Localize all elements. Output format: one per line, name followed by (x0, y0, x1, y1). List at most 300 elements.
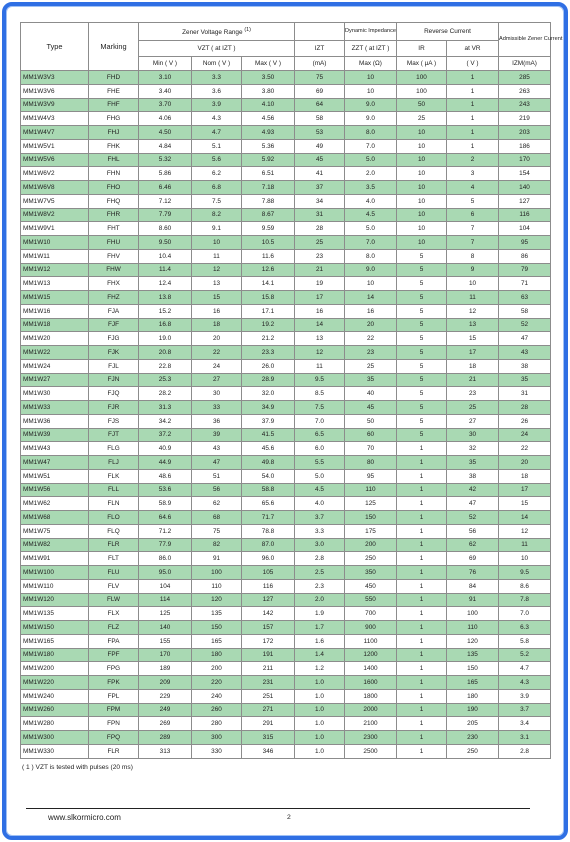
table-cell: 7.5 (295, 401, 345, 415)
table-cell: 110 (345, 483, 397, 497)
table-cell: MM1W33 (21, 401, 89, 415)
table-cell: 11 (447, 291, 499, 305)
table-cell: 49.8 (242, 456, 295, 470)
table-cell: 291 (242, 717, 295, 731)
table-cell: 191 (242, 648, 295, 662)
table-cell: 203 (499, 126, 551, 140)
table-cell: MM1W91 (21, 552, 89, 566)
table-cell: 200 (345, 538, 397, 552)
table-cell: 150 (192, 621, 242, 635)
table-cell: 23 (345, 346, 397, 360)
table-cell: FLK (89, 469, 139, 483)
table-cell: 1 (397, 703, 447, 717)
table-cell: 4.84 (139, 139, 192, 153)
table-cell: 13 (192, 277, 242, 291)
table-cell: 1 (397, 648, 447, 662)
table-cell: 229 (139, 689, 192, 703)
table-cell: 3.40 (139, 84, 192, 98)
table-cell: 135 (447, 648, 499, 662)
table-cell: 2 (447, 153, 499, 167)
table-cell: 271 (242, 703, 295, 717)
iz-header: IZT (295, 41, 345, 57)
table-cell: 18 (447, 359, 499, 373)
table-cell: 58.8 (242, 483, 295, 497)
table-cell: 30 (447, 428, 499, 442)
table-cell: 14 (499, 511, 551, 525)
table-cell: 28 (499, 401, 551, 415)
table-cell: 75 (295, 71, 345, 85)
table-cell: 50 (345, 414, 397, 428)
table-cell: 95 (345, 469, 397, 483)
table-cell: MM1W180 (21, 648, 89, 662)
table-cell: 1.4 (295, 648, 345, 662)
unit-izm: IZM(mA) (499, 57, 551, 71)
table-cell: 10.5 (242, 236, 295, 250)
table-cell: FLT (89, 552, 139, 566)
table-cell: 1 (397, 634, 447, 648)
table-row (21, 318, 551, 332)
table-cell: 1.0 (295, 731, 345, 745)
table-row (21, 139, 551, 153)
table-cell: 4.10 (242, 98, 295, 112)
table-cell: 3.9 (192, 98, 242, 112)
table-cell: 42 (447, 483, 499, 497)
table-cell: 1800 (345, 689, 397, 703)
table-cell: 23 (295, 249, 345, 263)
table-cell: 6 (447, 208, 499, 222)
table-cell: 300 (192, 731, 242, 745)
table-cell: MM1W15 (21, 291, 89, 305)
table-cell: 65.6 (242, 497, 295, 511)
table-cell: 4.5 (295, 483, 345, 497)
table-cell: 21 (447, 373, 499, 387)
dynamic-impedance-header: Dynamic Impedance (345, 23, 397, 41)
table-cell: 31 (295, 208, 345, 222)
table-cell: 23 (447, 387, 499, 401)
table-cell: 280 (192, 717, 242, 731)
table-cell: 22 (192, 346, 242, 360)
table-cell: 86.0 (139, 552, 192, 566)
table-cell: 7.0 (345, 236, 397, 250)
table-cell: FJG (89, 332, 139, 346)
table-cell: 70 (345, 442, 397, 456)
table-cell: 10 (397, 181, 447, 195)
table-cell: 1 (447, 71, 499, 85)
table-cell: 1 (447, 84, 499, 98)
table-cell: 62 (447, 538, 499, 552)
table-cell: 205 (447, 717, 499, 731)
table-cell: 7.18 (242, 181, 295, 195)
table-cell: 27 (192, 373, 242, 387)
table-cell: 251 (242, 689, 295, 703)
table-cell: 165 (447, 676, 499, 690)
table-cell: 10 (397, 208, 447, 222)
table-cell: MM1W39 (21, 428, 89, 442)
table-cell: 3.1 (499, 731, 551, 745)
table-cell: 16 (345, 304, 397, 318)
table-cell: 1 (447, 126, 499, 140)
table-cell: 31.3 (139, 401, 192, 415)
table-cell: FPK (89, 676, 139, 690)
table-cell: MM1W68 (21, 511, 89, 525)
unit-nom-v: Nom ( V ) (192, 57, 242, 71)
table-cell: 7 (447, 236, 499, 250)
table-row (21, 373, 551, 387)
table-cell: 1 (397, 456, 447, 470)
table-cell: 63 (499, 291, 551, 305)
table-cell: 10 (192, 236, 242, 250)
table-cell: 13.8 (139, 291, 192, 305)
table-cell: MM1W8V2 (21, 208, 89, 222)
table-cell: MM1W6V2 (21, 167, 89, 181)
table-cell: FJS (89, 414, 139, 428)
table-cell: 1 (397, 442, 447, 456)
table-cell: 32 (447, 442, 499, 456)
table-cell: FLX (89, 607, 139, 621)
table-cell: 4.56 (242, 112, 295, 126)
table-cell: 1 (447, 112, 499, 126)
datasheet-page (20, 22, 563, 771)
table-cell: 200 (192, 662, 242, 676)
ir-header: IR (397, 41, 447, 57)
table-cell: 6.0 (295, 442, 345, 456)
table-cell: 35 (345, 373, 397, 387)
table-cell: MM1W24 (21, 359, 89, 373)
table-cell: 1.0 (295, 744, 345, 758)
table-cell: 35 (499, 373, 551, 387)
table-cell: 211 (242, 662, 295, 676)
table-cell: 100 (192, 566, 242, 580)
table-cell: 4.0 (295, 497, 345, 511)
table-cell: MM1W51 (21, 469, 89, 483)
table-cell: 53.6 (139, 483, 192, 497)
table-cell: 1 (397, 744, 447, 758)
table-cell: MM1W20 (21, 332, 89, 346)
table-cell: 47 (447, 497, 499, 511)
table-cell: 8.0 (345, 126, 397, 140)
table-cell: 14.1 (242, 277, 295, 291)
table-cell: 5 (397, 414, 447, 428)
table-row (21, 607, 551, 621)
table-cell: 28.2 (139, 387, 192, 401)
table-cell: 41 (295, 167, 345, 181)
table-cell: 86 (499, 249, 551, 263)
table-cell: 330 (192, 744, 242, 758)
table-cell: 3.10 (139, 71, 192, 85)
table-cell: 41.5 (242, 428, 295, 442)
table-cell: 28 (295, 222, 345, 236)
table-cell: 6.2 (192, 167, 242, 181)
table-row (21, 304, 551, 318)
table-cell: 2.8 (499, 744, 551, 758)
table-cell: FHE (89, 84, 139, 98)
table-cell: 3.9 (499, 689, 551, 703)
table-row (21, 662, 551, 676)
table-cell: 3.80 (242, 84, 295, 98)
table-cell: 550 (345, 593, 397, 607)
table-row (21, 126, 551, 140)
table-cell: 12 (447, 304, 499, 318)
table-cell: 56 (192, 483, 242, 497)
table-cell: 2.0 (345, 167, 397, 181)
table-cell: 165 (192, 634, 242, 648)
table-cell: 120 (192, 593, 242, 607)
table-row (21, 442, 551, 456)
table-cell: MM1W300 (21, 731, 89, 745)
table-cell: 450 (345, 579, 397, 593)
table-cell: 76 (447, 566, 499, 580)
table-cell: MM1W280 (21, 717, 89, 731)
table-cell: MM1W11 (21, 249, 89, 263)
table-cell: 12 (295, 346, 345, 360)
table-cell: FPL (89, 689, 139, 703)
table-cell: 5 (397, 304, 447, 318)
table-cell: 62 (192, 497, 242, 511)
table-cell: MM1W135 (21, 607, 89, 621)
table-cell: 140 (499, 181, 551, 195)
table-cell: 14 (295, 318, 345, 332)
table-cell: 175 (345, 524, 397, 538)
table-cell: 16 (295, 304, 345, 318)
table-cell: 4.93 (242, 126, 295, 140)
table-cell: 110 (192, 579, 242, 593)
table-cell: 4.50 (139, 126, 192, 140)
table-cell: 4.7 (192, 126, 242, 140)
table-cell: 5 (397, 249, 447, 263)
table-cell: 79 (499, 263, 551, 277)
table-cell: 1 (397, 621, 447, 635)
table-cell: FJF (89, 318, 139, 332)
table-cell: 9.0 (345, 112, 397, 126)
table-cell: 209 (139, 676, 192, 690)
table-cell: 6.5 (295, 428, 345, 442)
table-cell: MM1W4V3 (21, 112, 89, 126)
table-cell: 40.9 (139, 442, 192, 456)
table-cell: 20 (192, 332, 242, 346)
unit-max-ua: Max ( μA ) (397, 57, 447, 71)
table-row (21, 511, 551, 525)
table-cell: MM1W13 (21, 277, 89, 291)
table-cell: MM1W6V8 (21, 181, 89, 195)
table-cell: 19.0 (139, 332, 192, 346)
table-cell: 5 (397, 318, 447, 332)
table-cell: 150 (345, 511, 397, 525)
table-row (21, 98, 551, 112)
table-cell: 10 (499, 552, 551, 566)
table-cell: 1200 (345, 648, 397, 662)
table-cell: 172 (242, 634, 295, 648)
table-cell: 91 (447, 593, 499, 607)
footnote: ( 1 ) VZT is tested with pulses (20 ms) (22, 763, 133, 771)
table-cell: 4 (447, 181, 499, 195)
table-cell: 1 (397, 607, 447, 621)
table-cell: FHZ (89, 291, 139, 305)
table-cell: 9.5 (499, 566, 551, 580)
table-cell: 8.60 (139, 222, 192, 236)
table-cell: FLR (89, 744, 139, 758)
table-cell: 15.2 (139, 304, 192, 318)
table-cell: MM1W165 (21, 634, 89, 648)
table-cell: 7.0 (499, 607, 551, 621)
table-row (21, 222, 551, 236)
table-cell: 1.0 (295, 703, 345, 717)
table-cell: 180 (447, 689, 499, 703)
table-cell: 34 (295, 194, 345, 208)
table-cell: 127 (499, 194, 551, 208)
table-cell: 11.4 (139, 263, 192, 277)
table-cell: FHX (89, 277, 139, 291)
table-cell: 346 (242, 744, 295, 758)
table-row (21, 208, 551, 222)
col-marking-header: Marking (89, 23, 139, 71)
unit-max-v: Max ( V ) (242, 57, 295, 71)
table-cell: 68 (192, 511, 242, 525)
table-cell: 20 (499, 456, 551, 470)
table-cell: 1 (397, 538, 447, 552)
table-cell: 3.6 (192, 84, 242, 98)
table-cell: 6.46 (139, 181, 192, 195)
table-cell: 25 (397, 112, 447, 126)
table-cell: 230 (447, 731, 499, 745)
table-cell: 1 (397, 593, 447, 607)
table-cell: 21 (295, 263, 345, 277)
footer-url: www.slkormicro.com (48, 813, 121, 822)
table-cell: MM1W9V1 (21, 222, 89, 236)
table-cell: 1 (397, 483, 447, 497)
table-cell: 1 (447, 139, 499, 153)
table-cell: 9 (447, 263, 499, 277)
table-cell: 142 (242, 607, 295, 621)
table-cell: 39 (192, 428, 242, 442)
table-cell: 71.7 (242, 511, 295, 525)
table-row (21, 236, 551, 250)
table-cell: FHW (89, 263, 139, 277)
unit-max-ohm: Max (Ω) (345, 57, 397, 71)
table-cell: 45 (345, 401, 397, 415)
unit-ma: (mA) (295, 57, 345, 71)
table-cell: 7 (447, 222, 499, 236)
table-cell: 289 (139, 731, 192, 745)
table-cell: MM1W10 (21, 236, 89, 250)
table-cell: MM1W5V6 (21, 153, 89, 167)
table-cell: 10 (345, 71, 397, 85)
table-cell: 2.0 (295, 593, 345, 607)
table-cell: FHG (89, 112, 139, 126)
table-cell: 22.8 (139, 359, 192, 373)
reverse-current-header: Reverse Current (397, 23, 499, 41)
table-row (21, 401, 551, 415)
table-cell: 13 (295, 332, 345, 346)
table-cell: FHN (89, 167, 139, 181)
table-cell: MM1W36 (21, 414, 89, 428)
table-row (21, 524, 551, 538)
table-cell: 19 (295, 277, 345, 291)
table-cell: 11 (499, 538, 551, 552)
table-cell: MM1W150 (21, 621, 89, 635)
table-cell: 1100 (345, 634, 397, 648)
table-cell: 4.0 (345, 194, 397, 208)
table-row (21, 621, 551, 635)
table-cell: 6.3 (499, 621, 551, 635)
table-cell: 1.9 (295, 607, 345, 621)
table-cell: 240 (192, 689, 242, 703)
table-cell: 6.8 (192, 181, 242, 195)
table-cell: 1 (447, 98, 499, 112)
table-cell: 53 (295, 126, 345, 140)
table-cell: 5 (397, 401, 447, 415)
table-cell: FHU (89, 236, 139, 250)
table-cell: 3.7 (499, 703, 551, 717)
table-cell: 5.0 (345, 153, 397, 167)
table-cell: FJT (89, 428, 139, 442)
table-cell: 9.0 (345, 263, 397, 277)
table-cell: 4.5 (345, 208, 397, 222)
table-cell: 28.9 (242, 373, 295, 387)
table-cell: FHV (89, 249, 139, 263)
zener-spec-table (20, 22, 563, 759)
table-cell: 315 (242, 731, 295, 745)
table-cell: 4.3 (499, 676, 551, 690)
table-cell: 5.92 (242, 153, 295, 167)
table-cell: 9.0 (345, 98, 397, 112)
table-cell: 12 (499, 524, 551, 538)
unit-min-v: Min ( V ) (139, 57, 192, 71)
table-cell: FHQ (89, 194, 139, 208)
table-cell: MM1W330 (21, 744, 89, 758)
table-row (21, 648, 551, 662)
table-cell: 10 (397, 139, 447, 153)
table-row (21, 359, 551, 373)
table-cell: 8.5 (295, 387, 345, 401)
table-cell: 1 (397, 717, 447, 731)
table-cell: 5 (397, 373, 447, 387)
table-cell: MM1W16 (21, 304, 89, 318)
table-cell: 285 (499, 71, 551, 85)
table-cell: MM1W12 (21, 263, 89, 277)
table-cell: 38 (499, 359, 551, 373)
table-cell: 170 (499, 153, 551, 167)
table-row (21, 112, 551, 126)
table-cell: 1.0 (295, 717, 345, 731)
table-cell: 1 (397, 469, 447, 483)
table-cell: 250 (345, 552, 397, 566)
table-cell: FHF (89, 98, 139, 112)
table-cell: 82 (192, 538, 242, 552)
table-cell: 5.2 (499, 648, 551, 662)
table-cell: MM1W75 (21, 524, 89, 538)
table-cell: FJK (89, 346, 139, 360)
table-cell: 5.1 (192, 139, 242, 153)
table-cell: 24 (192, 359, 242, 373)
table-cell: FPN (89, 717, 139, 731)
table-cell: 1 (397, 579, 447, 593)
table-cell: 100 (397, 84, 447, 98)
table-cell: 9.5 (295, 373, 345, 387)
table-cell: 189 (139, 662, 192, 676)
table-cell: 1 (397, 511, 447, 525)
table-row (21, 249, 551, 263)
table-cell: 7.88 (242, 194, 295, 208)
table-cell: FLG (89, 442, 139, 456)
table-cell: 33 (192, 401, 242, 415)
table-cell: 51 (192, 469, 242, 483)
table-row (21, 497, 551, 511)
table-cell: 47 (499, 332, 551, 346)
table-cell: 1.7 (295, 621, 345, 635)
table-cell: 10 (397, 153, 447, 167)
table-cell: 30 (192, 387, 242, 401)
table-cell: 1 (397, 552, 447, 566)
